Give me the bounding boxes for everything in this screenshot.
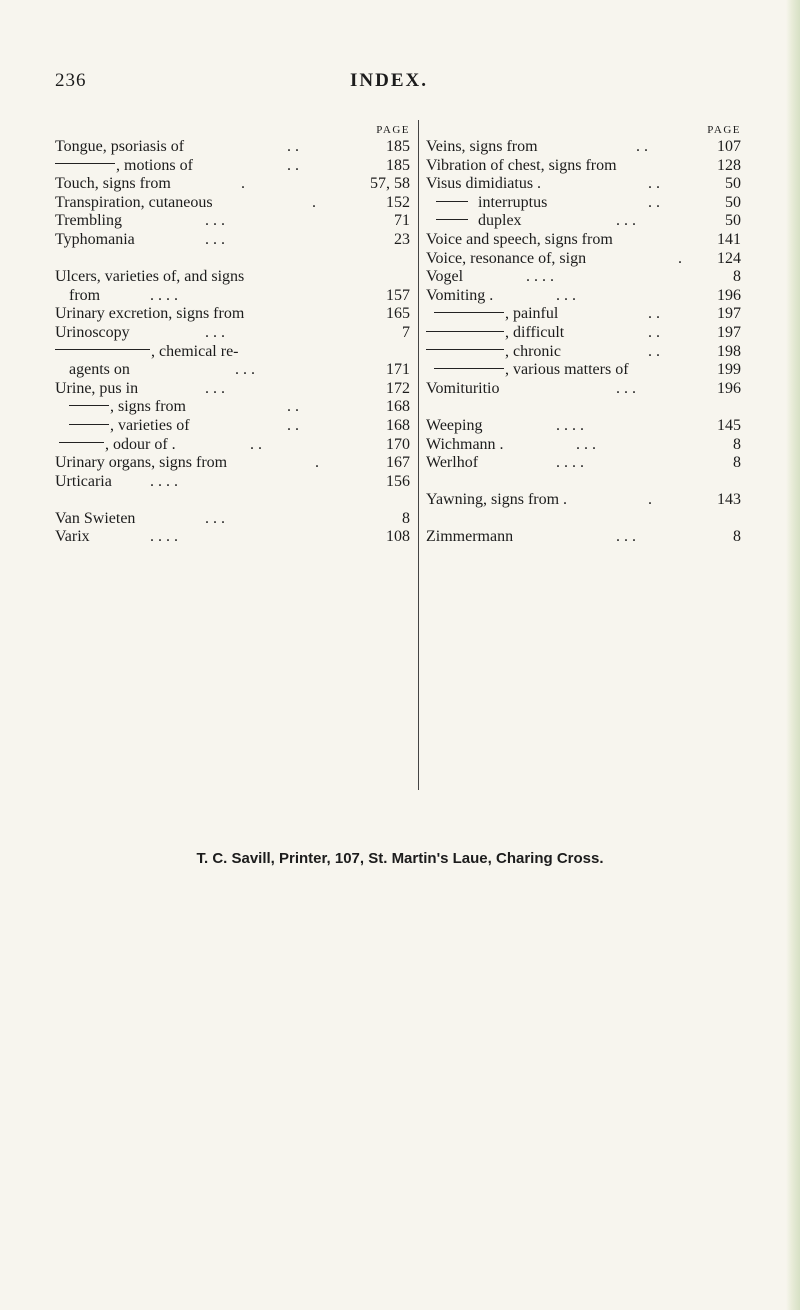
- leader-dots: . . . .: [556, 454, 584, 472]
- entry-term: Vomituritio: [426, 379, 500, 397]
- entry-page: 50: [725, 175, 741, 193]
- leader-dots: . . .: [205, 509, 225, 527]
- entry-term: Voice, resonance of, sign: [426, 249, 587, 267]
- entry-term: from: [69, 286, 101, 304]
- entry-term-sub: [55, 417, 190, 436]
- entry-term-sub: [426, 361, 629, 380]
- index-entry: [55, 138, 410, 157]
- entry-term: , odour of .: [105, 435, 176, 453]
- entry-term: , signs from: [110, 398, 186, 416]
- leader-dots: . . .: [235, 361, 255, 379]
- entry-page: 167: [386, 454, 410, 472]
- entry-page: 128: [717, 156, 741, 174]
- ditto-dash: [59, 442, 104, 443]
- page-number: 236: [55, 70, 87, 91]
- entry-term: Werlhof: [426, 454, 479, 472]
- ditto-dash: [434, 368, 504, 369]
- ditto-dash: [426, 349, 504, 350]
- entry-term: Vogel: [426, 268, 464, 286]
- entry-page: 168: [386, 398, 410, 416]
- index-entry: [426, 361, 741, 380]
- index-entry: [55, 361, 410, 380]
- entry-page: 168: [386, 416, 410, 434]
- entry-term: , various matters of: [505, 361, 629, 379]
- leader-dots: . .: [287, 156, 299, 174]
- leader-dots: . .: [648, 175, 660, 193]
- entry-term: Trembling: [55, 212, 122, 230]
- entry-term: Ulcers, varieties of, and signs: [55, 268, 245, 286]
- entry-page: 199: [717, 361, 741, 379]
- entry-term-sub: [55, 343, 239, 362]
- index-entry: [55, 194, 410, 213]
- entry-page: 141: [717, 230, 741, 248]
- ditto-dash: [69, 424, 109, 425]
- index-entry: [55, 212, 410, 231]
- index-entry: [426, 287, 741, 306]
- entry-term: Tongue, psoriasis of: [55, 138, 185, 155]
- leader-dots: . .: [636, 138, 648, 155]
- entry-term: Veins, signs from: [426, 138, 538, 155]
- entry-page: 165: [386, 305, 410, 323]
- column-divider: [418, 120, 419, 790]
- entry-term-sub: [426, 305, 558, 324]
- page-column-heading: PAGE: [707, 124, 741, 136]
- entry-term: , varieties of: [110, 416, 190, 434]
- entry-term-sub: [55, 436, 176, 455]
- entry-term-sub: [426, 194, 547, 213]
- ditto-dash: [69, 405, 109, 406]
- ditto-dash: [55, 349, 150, 350]
- index-entry: [55, 510, 410, 529]
- leader-dots: .: [648, 491, 652, 509]
- entry-page: 157: [386, 286, 410, 304]
- index-entry: [426, 454, 741, 473]
- leader-dots: . .: [648, 193, 660, 211]
- index-entry: [426, 436, 741, 455]
- entry-page: 156: [386, 472, 410, 490]
- entry-page: 8: [733, 454, 741, 472]
- entry-page: 197: [717, 323, 741, 341]
- entry-term: Visus dimidiatus .: [426, 175, 542, 193]
- index-entry: [55, 398, 410, 417]
- leader-dots: . .: [648, 342, 660, 360]
- entry-page: 8: [733, 268, 741, 286]
- index-entry: [55, 380, 410, 399]
- leader-dots: . . .: [616, 212, 636, 230]
- entry-page: 185: [386, 138, 410, 155]
- entry-term-sub: [55, 398, 186, 417]
- entry-term: Wichmann .: [426, 435, 504, 453]
- entry-term: Varix: [55, 528, 90, 546]
- index-entry: [426, 212, 741, 231]
- entry-term: Van Swieten: [55, 509, 136, 527]
- index-entry: [55, 324, 410, 343]
- leader-dots: .: [315, 454, 319, 472]
- entry-page: 50: [725, 193, 741, 211]
- index-entry: [426, 157, 741, 176]
- entry-term: , chemical re-: [151, 342, 239, 360]
- index-entry: [55, 417, 410, 436]
- leader-dots: . .: [648, 323, 660, 341]
- entry-page: 185: [386, 156, 410, 174]
- index-entry: [55, 268, 410, 287]
- right-column: [426, 122, 741, 547]
- entry-term: Typhomania: [55, 230, 135, 248]
- entry-page: 8: [402, 509, 410, 527]
- ditto-dash: [436, 219, 468, 220]
- entry-page: 170: [386, 435, 410, 453]
- leader-dots: . . . .: [150, 472, 178, 490]
- leader-dots: . . . .: [556, 416, 584, 434]
- index-entry: [426, 138, 741, 157]
- entry-page: 172: [386, 379, 410, 397]
- entry-term: , motions of: [116, 156, 193, 174]
- ditto-dash: [426, 331, 504, 332]
- entry-page: 196: [717, 286, 741, 304]
- index-entry: [426, 175, 741, 194]
- index-entry: [426, 343, 741, 362]
- entry-term: Yawning, signs from .: [426, 491, 568, 509]
- entry-page: 107: [717, 138, 741, 155]
- entry-term: Vomiting .: [426, 286, 494, 304]
- index-entry: [426, 231, 741, 250]
- index-entry: [55, 343, 410, 362]
- index-entry: [55, 528, 410, 547]
- index-entry: [55, 157, 410, 176]
- entry-term-sub: [426, 324, 564, 343]
- leader-dots: .: [241, 175, 245, 193]
- index-entry: [426, 491, 741, 510]
- index-entry: [426, 417, 741, 436]
- entry-page: 145: [717, 416, 741, 434]
- leader-dots: . .: [287, 416, 299, 434]
- index-entry: [426, 194, 741, 213]
- leader-dots: . . .: [616, 379, 636, 397]
- entry-term: Urinary organs, signs from: [55, 454, 228, 472]
- leader-dots: . . .: [205, 379, 225, 397]
- entry-term: Zimmermann: [426, 528, 514, 546]
- index-entry: [55, 436, 410, 455]
- index-entry: [55, 454, 410, 473]
- entry-page: 196: [717, 379, 741, 397]
- index-entry: [426, 250, 741, 269]
- entry-page: 71: [394, 212, 410, 230]
- leader-dots: . . .: [616, 528, 636, 546]
- leader-dots: . . .: [576, 435, 596, 453]
- entry-term-sub: [55, 157, 193, 176]
- page-column-heading: PAGE: [376, 124, 410, 136]
- entry-term: Urticaria: [55, 472, 112, 490]
- entry-term: Weeping: [426, 416, 483, 434]
- leader-dots: . . .: [556, 286, 576, 304]
- leader-dots: . .: [287, 138, 299, 155]
- entry-term: , painful: [505, 305, 559, 323]
- page-edge: [786, 0, 800, 1310]
- leader-dots: .: [678, 249, 682, 267]
- index-entry: [426, 324, 741, 343]
- entry-term: duplex: [478, 212, 522, 230]
- leader-dots: . . .: [205, 323, 225, 341]
- index-entry: [426, 268, 741, 287]
- entry-page: 23: [394, 230, 410, 248]
- entry-term: interruptus: [478, 193, 548, 211]
- entry-page: 197: [717, 305, 741, 323]
- leader-dots: . .: [250, 435, 262, 453]
- entry-term-sub: [426, 343, 561, 362]
- entry-page: 50: [725, 212, 741, 230]
- entry-term: agents on: [69, 361, 130, 379]
- entry-term: Urine, pus in: [55, 379, 139, 397]
- leader-dots: . . . .: [526, 268, 554, 286]
- ditto-dash: [55, 163, 115, 164]
- index-entry: [55, 287, 410, 306]
- entry-page: 8: [733, 528, 741, 546]
- printer-imprint: T. C. Savill, Printer, 107, St. Martin's Laue, Charing Cross.: [196, 850, 604, 867]
- entry-term: , chronic: [505, 342, 561, 360]
- index-entry: [426, 380, 741, 399]
- running-head: INDEX.: [350, 70, 428, 91]
- entry-term: Vibration of chest, signs from: [426, 156, 617, 174]
- left-column: [55, 122, 410, 547]
- entry-page: 57, 58: [370, 175, 410, 193]
- page-header: [0, 70, 800, 100]
- entry-term: Voice and speech, signs from: [426, 230, 613, 248]
- entry-page: 198: [717, 342, 741, 360]
- leader-dots: . .: [648, 305, 660, 323]
- index-entry: [426, 528, 741, 547]
- entry-term: Transpiration, cutaneous: [55, 193, 213, 211]
- ditto-dash: [436, 201, 468, 202]
- index-entry: [426, 305, 741, 324]
- index-entry: [55, 175, 410, 194]
- entry-page: 108: [386, 528, 410, 546]
- leader-dots: . . . .: [150, 286, 178, 304]
- leader-dots: . .: [287, 398, 299, 416]
- entry-term-sub: [426, 212, 522, 231]
- entry-page: 171: [386, 361, 410, 379]
- entry-term: Urinoscopy: [55, 323, 130, 341]
- entry-page: 8: [733, 435, 741, 453]
- entry-page: 7: [402, 323, 410, 341]
- index-entry: [55, 473, 410, 492]
- leader-dots: .: [312, 193, 316, 211]
- entry-term: , difficult: [505, 323, 565, 341]
- index-entry: [55, 231, 410, 250]
- entry-term: Touch, signs from: [55, 175, 171, 193]
- leader-dots: . . .: [205, 212, 225, 230]
- entry-term: Urinary excretion, signs from: [55, 305, 245, 323]
- leader-dots: . . . .: [150, 528, 178, 546]
- ditto-dash: [434, 312, 504, 313]
- entry-page: 124: [717, 249, 741, 267]
- leader-dots: . . .: [205, 230, 225, 248]
- entry-page: 152: [386, 193, 410, 211]
- entry-page: 143: [717, 491, 741, 509]
- index-entry: [55, 305, 410, 324]
